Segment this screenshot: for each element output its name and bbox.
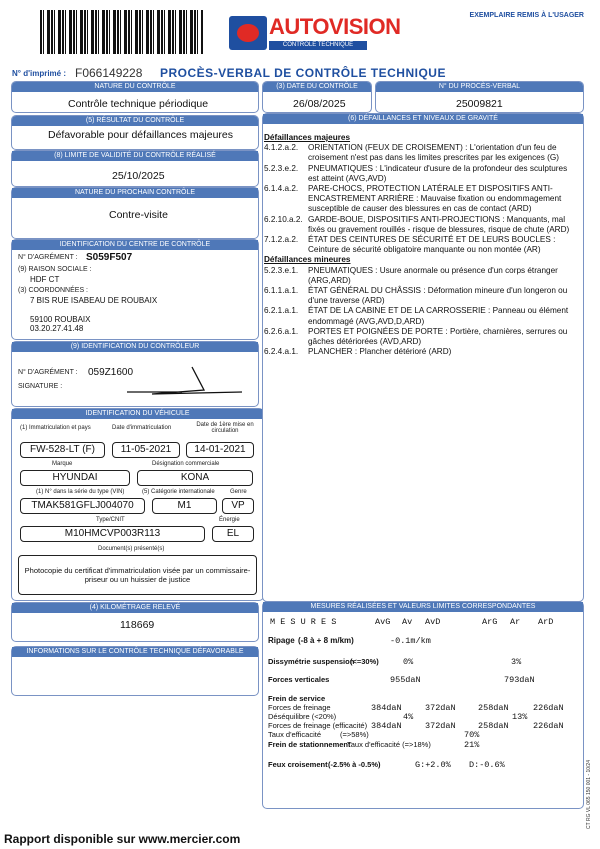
autovision-logo — [229, 14, 401, 57]
date-value: 26/08/2025 — [293, 98, 346, 110]
major-defects-title: Défaillances majeures — [264, 133, 351, 142]
efficacite-avd: 372daN — [425, 721, 456, 731]
copy-label: EXEMPLAIRE REMIS À L'USAGER — [469, 12, 584, 19]
immat-label: (1) Immatriculation et pays — [20, 425, 91, 431]
freinage-avg: 384daN — [371, 703, 402, 713]
feux-d: D:-0.6% — [469, 760, 505, 770]
nature-box — [11, 81, 259, 113]
defect-item: 4.1.2.a.2. ORIENTATION (FEUX DE CROISEMENT) : L'orientation d'un feu de croisement n'est pas dans les limites prescrites par les exigences (G) — [264, 143, 559, 163]
taux-limit: (=>58%) — [340, 730, 369, 739]
info-header: INFORMATIONS SUR LE CONTRÔLE TECHNIQUE DÉFAVORABLE — [12, 647, 258, 657]
freinage-ard: 226daN — [533, 703, 564, 713]
col-avg: AvG — [375, 617, 391, 627]
designation-field: KONA — [137, 470, 253, 486]
measures-header: MESURES RÉALISÉES ET VALEURS LIMITES CORRESPONDANTES — [263, 602, 583, 612]
docs-field — [18, 555, 257, 595]
vin-label: (1) N° dans la série du type (VIN) — [36, 489, 125, 495]
signature-image — [122, 362, 252, 402]
categorie-field: M1 — [152, 498, 217, 514]
center-header: IDENTIFICATION DU CENTRE DE CONTRÔLE — [12, 240, 258, 250]
defect-item: 6.2.4.a.1. PLANCHER : Plancher détérioré (ARD) — [264, 347, 452, 357]
controller-agrement-label: N° D'AGRÉMENT : — [18, 369, 78, 376]
page-title: PROCÈS-VERBAL DE CONTRÔLE TECHNIQUE — [160, 66, 446, 80]
km-box — [11, 602, 259, 642]
date-immat-label: Date d'immatriculation — [112, 425, 172, 431]
nature-value: Contrôle technique périodique — [68, 98, 209, 110]
freinage-label: Forces de freinage — [268, 703, 331, 712]
next-control-box — [11, 187, 259, 239]
logo-subtitle: CONTROLE TECHNIQUE AUTOMOBILE — [269, 41, 367, 50]
info-box — [11, 646, 259, 696]
date-immat-field: 11-05-2021 — [112, 442, 180, 458]
type-field: M10HMCVP003R113 — [20, 526, 205, 542]
feux-limit: (-2.5% à -0.5%) — [328, 760, 381, 769]
ripage-limit: (-8 à + 8 m/km) — [298, 636, 354, 645]
next-control-value: Contre-visite — [109, 209, 168, 221]
date-header: (3) DATE DU CONTRÔLE — [263, 82, 371, 92]
taux-value: 70% — [464, 730, 480, 740]
desequilibre-label: Déséquilibre (<20%) — [268, 712, 337, 721]
first-circ-label: Date de 1ère mise en circulation — [196, 422, 254, 434]
defect-item: 6.2.10.a.2. GARDE-BOUE, DISPOSITIFS ANTI-PROJECTIONS : Manquants, mal fixés ou gravement rouillés - risque de blessures, risque de chute (ARD) — [264, 214, 570, 234]
vehicle-box — [11, 408, 264, 601]
pv-number-value: 25009821 — [456, 98, 503, 110]
col-avd: AvD — [425, 617, 441, 627]
result-box — [11, 115, 259, 150]
ripage-value: -0.1m/km — [390, 636, 431, 646]
result-value: Défavorable pour défaillances majeures — [48, 129, 234, 141]
defects-list — [264, 133, 578, 357]
efficacite-avg: 384daN — [371, 721, 402, 731]
controller-header: (9) IDENTIFICATION DU CONTRÔLEUR — [12, 342, 258, 352]
efficacite-ard: 226daN — [533, 721, 564, 731]
form-code: CT RG VL 065 150 001 - 10/24 — [586, 760, 592, 829]
logo-mark-icon — [229, 16, 267, 50]
defect-item: 7.1.2.a.2. ÉTAT DES CEINTURES DE SÉCURITÉ ET DE LEURS BOUCLES : Ceinture de sécurité obligatoire manquante ou non montée (AR) — [264, 235, 556, 255]
nature-header: NATURE DU CONTRÔLE — [12, 82, 258, 92]
energie-field: EL — [212, 526, 254, 542]
barcode — [40, 10, 203, 54]
center-box — [11, 239, 259, 340]
forces-label: Forces verticales — [268, 675, 330, 684]
marque-label: Marque — [52, 461, 73, 467]
freinage-avd: 372daN — [425, 703, 456, 713]
pv-number-box — [375, 81, 584, 113]
docs-label: Document(s) présenté(s) — [98, 546, 165, 552]
forces-av: 955daN — [390, 675, 421, 685]
km-header: (4) KILOMÉTRAGE RELEVÉ — [12, 603, 258, 613]
feux-g: G:+2.0% — [415, 760, 451, 770]
dissym-ar: 3% — [511, 657, 522, 667]
result-header: (5) RÉSULTAT DU CONTRÔLE — [12, 116, 258, 126]
pv-number-header: N° DU PROCÈS-VERBAL — [376, 82, 583, 92]
efficacite-arg: 258daN — [478, 721, 509, 731]
dissym-av: 0% — [403, 657, 414, 667]
center-raison-label: (9) RAISON SOCIALE : — [18, 266, 92, 273]
dissym-label: Dissymétrie suspension — [268, 657, 355, 666]
center-phone: 03.20.27.41.48 — [30, 324, 84, 333]
immat-field: FW-528-LT (F) — [20, 442, 105, 458]
stationnement-label: Frein de stationnement — [268, 740, 351, 749]
measures-title: M E S U R E S — [270, 617, 337, 627]
defect-item: 5.2.3.e.1. PNEUMATIQUES : Usure anormale ou présence d'un corps étranger (ARG,ARD) — [264, 265, 558, 285]
defect-item: 5.2.3.e.2. PNEUMATIQUES : L'indicateur d'usure de la profondeur des sculptures est atteint (AVG,AVD) — [264, 163, 568, 183]
feux-label: Feux croisement — [268, 760, 328, 769]
imprime-value: F066149228 — [75, 66, 143, 80]
defects-header: (6) DÉFAILLANCES ET NIVEAUX DE GRAVITÉ — [263, 114, 583, 124]
validity-header: (8) LIMITE DE VALIDITÉ DU CONTRÔLE RÉALISÉ — [12, 151, 258, 161]
controller-box — [11, 341, 259, 407]
marque-field: HYUNDAI — [20, 470, 130, 486]
signature-label: SIGNATURE : — [18, 383, 63, 390]
center-address1: 7 BIS RUE ISABEAU DE ROUBAIX — [30, 296, 158, 305]
col-ard: ArD — [538, 617, 554, 627]
desequilibre-ar: 13% — [512, 712, 528, 722]
freinage-arg: 258daN — [478, 703, 509, 713]
dissym-limit: (<=30%) — [350, 657, 379, 666]
defect-item: 6.2.6.a.1. PORTES ET POIGNÉES DE PORTE : Portière, charnières, serrures ou gâches détériorées (AVD,ARD) — [264, 326, 568, 347]
vin-field: TMAK581GFLJ004070 — [20, 498, 145, 514]
validity-value: 25/10/2025 — [112, 170, 165, 182]
controller-agrement-value: 059Z1600 — [88, 367, 134, 378]
vehicle-header: IDENTIFICATION DU VÉHICULE — [12, 409, 263, 419]
defect-item: 6.2.1.a.1. ÉTAT DE LA CABINE ET DE LA CARROSSERIE : Panneau ou élément endommagé (AVG,AVD,D,ARD) — [264, 306, 569, 326]
docs-value: Photocopie du certificat d'immatriculation visée par un commissaire-priseur ou un huissier de justice — [24, 566, 251, 584]
defect-item: 6.1.1.a.1. ÉTAT GÉNÉRAL DU CHÂSSIS : Déformation mineure d'un longeron ou d'une traverse (ARD) — [264, 286, 568, 306]
center-agrement-value: S059F507 — [86, 252, 133, 263]
energie-label: Énergie — [219, 517, 240, 523]
frein-service-label: Frein de service — [268, 694, 326, 703]
genre-label: Genre — [230, 489, 247, 495]
center-agrement-label: N° D'AGRÉMENT : — [18, 254, 78, 261]
taux-label: Taux d'efficacité — [268, 730, 321, 739]
imprime-label: N° d'imprimé : — [12, 69, 66, 78]
ripage-label: Ripage — [268, 636, 295, 645]
categorie-label: (5) Catégorie internationale — [142, 489, 215, 495]
forces-ar: 793daN — [504, 675, 535, 685]
col-av: Av — [402, 617, 413, 627]
validity-box — [11, 150, 259, 187]
km-value: 118669 — [120, 619, 155, 631]
center-address2: 59100 ROUBAIX — [30, 315, 91, 324]
next-control-header: NATURE DU PROCHAIN CONTRÔLE — [12, 188, 258, 198]
stationnement-value: 21% — [464, 740, 480, 750]
type-label: Type/CNIT — [96, 517, 125, 523]
col-ar: Ar — [510, 617, 521, 627]
desequilibre-av: 4% — [403, 712, 414, 722]
logo-text: AUTOVISION — [269, 14, 401, 39]
designation-label: Désignation commerciale — [152, 461, 220, 467]
stationnement-taux-label: Taux d'efficacité (=>18%) — [347, 740, 431, 749]
defect-item: 6.1.4.a.2. PARE-CHOCS, PROTECTION LATÉRALE ET DISPOSITIFS ANTI-ENCASTREMENT ARRIÈRE : Mauvaise fixation ou endommagement susceptible de causer des blessures en cas de contact (ARD) — [264, 184, 562, 214]
genre-field: VP — [222, 498, 254, 514]
footer-note: Rapport disponible sur www.mercier.com — [4, 832, 241, 846]
col-arg: ArG — [482, 617, 498, 627]
center-coord-label: (3) COORDONNÉES : — [18, 287, 89, 294]
efficacite-forces-label: Forces de freinage (efficacité) — [268, 721, 368, 730]
minor-defects-title: Défaillances mineures — [264, 255, 351, 265]
first-circ-field: 14-01-2021 — [186, 442, 254, 458]
date-box — [262, 81, 372, 113]
center-raison-value: HDF CT — [30, 275, 60, 284]
